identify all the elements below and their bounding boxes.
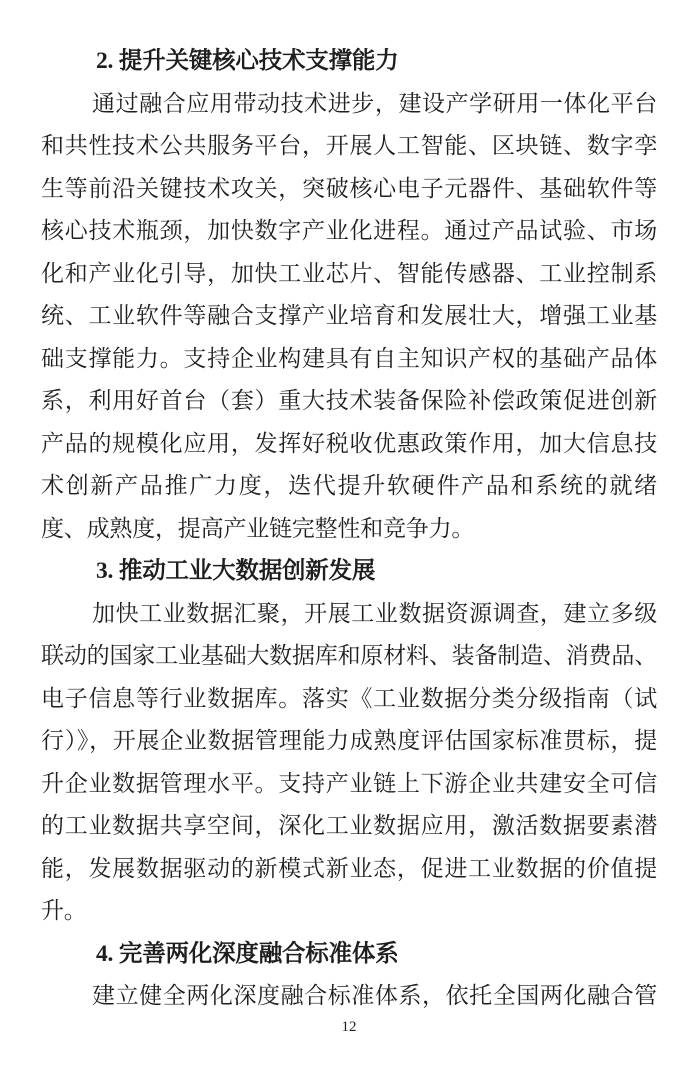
- text-line: 加快工业数据汇聚，开展工业数据资源调查，建立多级: [92, 600, 657, 626]
- text-line: 化和产业化引导，加快工业芯片、智能传感器、工业控制系: [41, 260, 657, 286]
- section-heading: 2. 提升关键核心技术支撑能力: [96, 48, 399, 74]
- text-line: 联动的国家工业基础大数据库和原材料、装备制造、消费品、: [41, 643, 657, 668]
- text-line: 升企业数据管理水平。支持产业链上下游企业共建安全可信: [41, 770, 657, 796]
- text-line: 术创新产品推广力度，迭代提升软硬件产品和系统的就绪: [41, 473, 657, 498]
- text-line: 系，利用好首台（套）重大技术装备保险补偿政策促进创新: [41, 388, 657, 413]
- text-line: 生等前沿关键技术攻关，突破核心电子元器件、基础软件等: [41, 175, 657, 201]
- text-line: 统、工业软件等融合支撑产业培育和发展壮大，增强工业基: [41, 303, 657, 328]
- text-line: 通过融合应用带动技术进步，建设产学研用一体化平台: [92, 90, 657, 116]
- text-line: 能，发展数据驱动的新模式新业态，促进工业数据的价值提: [41, 855, 657, 881]
- document-body: [41, 40, 657, 1018]
- section-heading: 3. 推动工业大数据创新发展: [96, 558, 376, 584]
- text-line: 建立健全两化深度融合标准体系，依托全国两化融合管: [92, 983, 657, 1008]
- text-line: 产品的规模化应用，发挥好税收优惠政策作用，加大信息技: [41, 430, 657, 456]
- page-number: 12: [341, 1019, 357, 1035]
- text-line: 和共性技术公共服务平台，开展人工智能、区块链、数字孪: [41, 133, 657, 158]
- text-line: 核心技术瓶颈，加快数字产业化进程。通过产品试验、市场: [41, 218, 657, 243]
- text-line: 升。: [41, 898, 87, 923]
- section-heading: 4. 完善两化深度融合标准体系: [96, 940, 399, 967]
- text-line: 的工业数据共享空间，深化工业数据应用，激活数据要素潜: [41, 813, 657, 838]
- text-line: 行）》，开展企业数据管理能力成熟度评估国家标准贯标，提: [41, 728, 657, 753]
- text-line: 电子信息等行业数据库。落实《工业数据分类分级指南（试: [41, 685, 657, 711]
- text-line: 础支撑能力。支持企业构建具有自主知识产权的基础产品体: [41, 345, 657, 371]
- text-line: 度、成熟度，提高产业链完整性和竞争力。: [41, 515, 475, 541]
